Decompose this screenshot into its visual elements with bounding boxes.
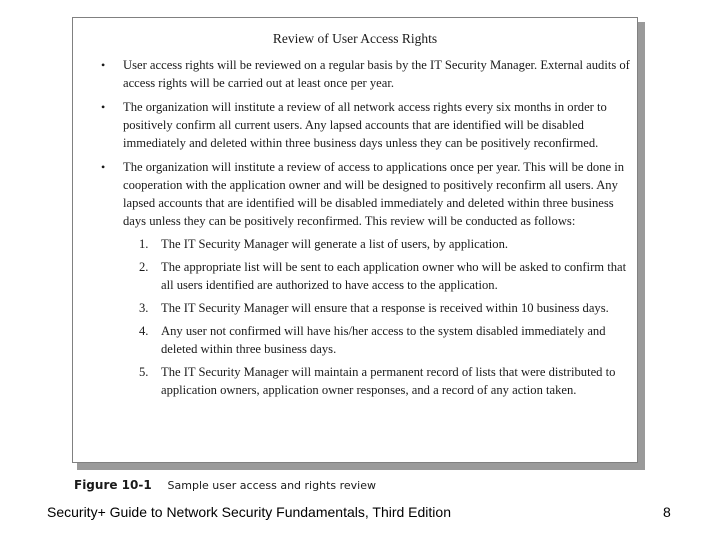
figure-caption [74, 478, 376, 492]
numbered-step-list [123, 235, 631, 399]
bullet-item [101, 56, 631, 92]
bullet-text: The organization will institute a review of all network access rights every six months in order to positively confirm all current users. Any lapsed accounts that are identified will be disabled immediately and deleted within three business days unless they can be positively reconfirmed. [123, 100, 607, 150]
step-text: The IT Security Manager will generate a list of users, by application. [161, 237, 509, 251]
step-text: Any user not confirmed will have his/her access to the system disabled immediately and deleted within three business days. [161, 324, 606, 356]
numbered-step [139, 363, 631, 399]
bullet-dot-icon: • [101, 160, 106, 174]
step-text: The IT Security Manager will ensure that a response is received within 10 business days. [161, 301, 609, 315]
bullet-dot-icon: • [101, 100, 106, 114]
numbered-step [139, 235, 631, 253]
footer-book-title: Security+ Guide to Network Security Fundamentals, Third Edition [47, 504, 451, 520]
step-number: 2. [139, 260, 149, 274]
numbered-step [139, 258, 631, 294]
bullet-text: User access rights will be reviewed on a regular basis by the IT Security Manager. External audits of access rights will be carried out at least once per year. [123, 58, 630, 90]
document-title: Review of User Access Rights [272, 31, 438, 46]
step-number: 1. [139, 237, 149, 251]
step-number: 4. [139, 324, 149, 338]
figure-caption-text: Sample user access and rights review [167, 479, 376, 492]
numbered-step [139, 299, 631, 317]
step-text: The appropriate list will be sent to each application owner who will be asked to confirm that all users identified are authorized to have access to the application. [161, 260, 627, 292]
numbered-step [139, 322, 631, 358]
page-number: 8 [663, 504, 671, 520]
step-number: 5. [139, 365, 149, 379]
figure-document [72, 17, 638, 463]
bullet-text: The organization will institute a review of access to applications once per year. This will be done in cooperation with the application owner and will be designed to positively reconfirm all users. Any lapsed accounts that are identified will be disabled immediately and deleted within three business days unless they can be positively reconfirmed. This review will be conducted as follows: [123, 160, 625, 228]
figure-label: Figure 10-1 [74, 478, 152, 492]
bullet-item [101, 98, 631, 152]
bullet-list [101, 56, 631, 405]
bullet-item [101, 158, 631, 399]
step-text: The IT Security Manager will maintain a permanent record of lists that were distributed to application owners, application owner responses, and a record of any action taken. [161, 365, 616, 397]
bullet-dot-icon: • [101, 58, 106, 72]
step-number: 3. [139, 301, 149, 315]
